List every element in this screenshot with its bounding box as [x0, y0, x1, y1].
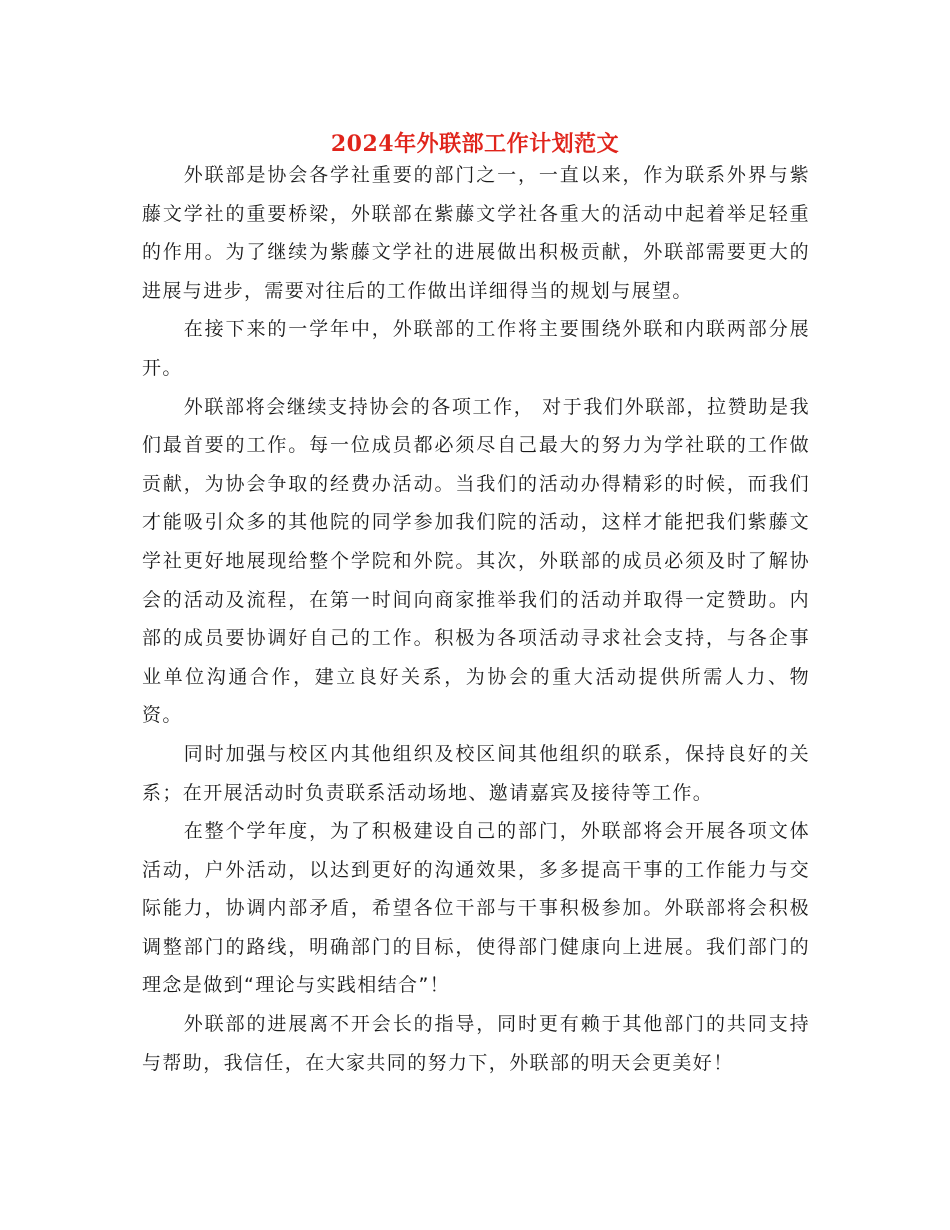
paragraph-1: 外联部是协会各学社重要的部门之一，一直以来，作为联系外界与紫藤文学社的重要桥梁，外联部在紫藤文学社各重大的活动中起着举足轻重的作用。为了继续为紫藤文学社的进展做出积极贡献，外联部需要更大的进展与进步，需要对往后的工作做出详细得当的规划与展望。 [142, 164, 810, 302]
document-body [142, 156, 810, 1082]
paragraph-5: 在整个学年度，为了积极建设自己的部门，外联部将会开展各项文体活动，户外活动，以达到更好的沟通效果，多多提高干事的工作能力与交际能力，协调内部矛盾，希望各位干部与干事积极参加。外联部将会积极调整部门的路线，明确部门的目标，使得部门健康向上进展。我们部门的理念是做到“理论与实践相结合”！ [142, 820, 810, 997]
paragraph-6: 外联部的进展离不开会长的指导，同时更有赖于其他部门的共同支持与帮助，我信任，在大家共同的努力下，外联部的明天会更美好！ [142, 1013, 810, 1074]
paragraph-3: 外联部将会继续支持协会的各项工作， 对于我们外联部，拉赞助是我们最首要的工作。每一位成员都必须尽自己最大的努力为学社联的工作做贡献，为协会争取的经费办活动。当我们的活动办得精彩的时候，而我们才能吸引众多的其他院的同学参加我们院的活动，这样才能把我们紫藤文学社更好地展现给整个学院和外院。其次，外联部的成员必须及时了解协会的活动及流程，在第一时间向商家推举我们的活动并取得一定赞助。内部的成员要协调好自己的工作。积极为各项活动寻求社会支持，与各企事业单位沟通合作，建立良好关系，为协会的重大活动提供所需人力、物资。 [142, 395, 810, 727]
paragraph-2: 在接下来的一学年中，外联部的工作将主要围绕外联和内联两部分展开。 [142, 318, 810, 379]
document-title: 2024年外联部工作计划范文 [330, 130, 620, 157]
paragraph-4: 同时加强与校区内其他组织及校区间其他组织的联系，保持良好的关系；在开展活动时负责联系活动场地、邀请嘉宾及接待等工作。 [142, 742, 810, 804]
